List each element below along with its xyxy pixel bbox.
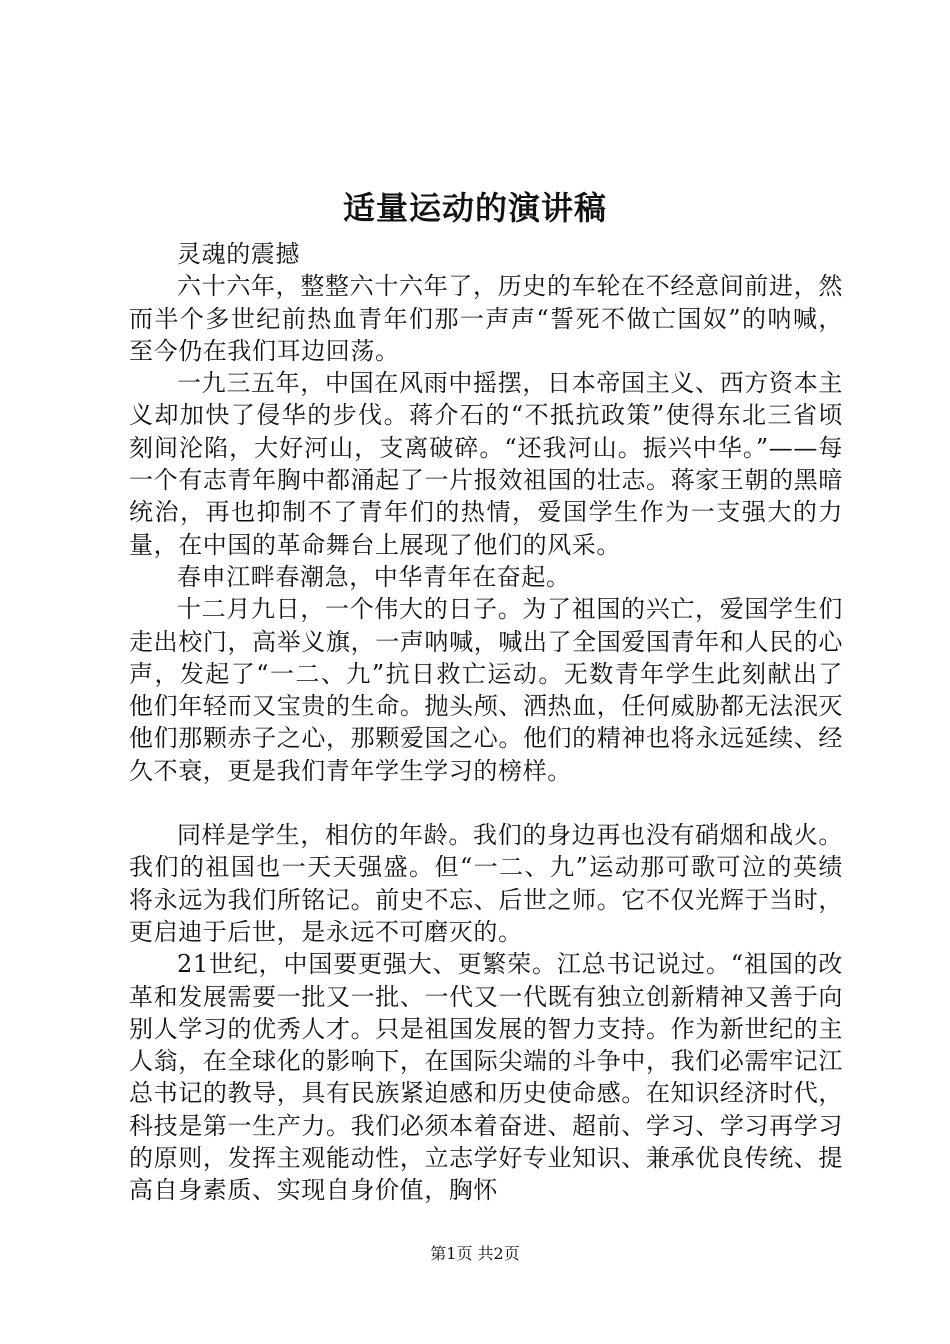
paragraph: 春申江畔春潮急，中华青年在奋起。 <box>177 562 571 591</box>
paragraph-subtitle: 灵魂的震撼 <box>177 240 300 268</box>
paragraph: 同样是学生，相仿的年龄。我们的身边再也没有硝烟和战火。我们的祖国也一天天强盛。但“一二、九”运动那可歌可泣的英绩将永远为我们所铭记。前史不忘、后世之师。它不仅光辉于当时，更启迪于后世，是永远不可磨灭的。 <box>129 821 843 946</box>
document-body <box>129 238 843 1207</box>
paragraph: 六十六年，整整六十六年了，历史的车轮在不经意间前进，然而半个多世纪前热血青年们那一声声“誓死不做亡国奴”的呐喊，至今仍在我们耳边回荡。 <box>129 272 843 365</box>
paragraph: 21世纪，中国要更强大、更繁荣。江总书记说过。“祖国的改革和发展需要一批又一批、一代又一代既有独立创新精神又善于向别人学习的优秀人才。只是祖国发展的智力支持。作为新世纪的主人翁，在全球化的影响下，在国际尖端的斗争中，我们必需牢记江总书记的教导，具有民族紧迫感和历史使命感。在知识经济时代，科技是第一生产力。我们必须本着奋进、超前、学习、学习再学习的原则，发挥主观能动性，立志学好专业知识、兼承优良传统、提高自身素质、实现自身价值，胸怀 <box>129 950 843 1205</box>
paragraph: 十二月九日，一个伟大的日子。为了祖国的兴亡，爱国学生们走出校门，高举义旗，一声呐喊，喊出了全国爱国青年和人民的心声，发起了“一二、九”抗日救亡运动。无数青年学生此刻献出了他们年轻而又宝贵的生命。抛头颅、洒热血，任何威胁都无法泯灭他们那颗赤子之心，那颗爱国之心。他们的精神也将永远延续、经久不衰，更是我们青年学生学习的榜样。 <box>129 595 843 785</box>
paragraph: 一九三五年，中国在风雨中摇摆，日本帝国主义、西方资本主义却加快了侵华的步伐。蒋介石的“不抵抗政策”使得东北三省顷刻间沦陷，大好河山，支离破碎。“还我河山。振兴中华。”——每一个有志青年胸中都涌起了一片报效祖国的壮志。蒋家王朝的黑暗统治，再也抑制不了青年们的热情，爱国学生作为一支强大的力量，在中国的革命舞台上展现了他们的风采。 <box>129 369 843 559</box>
page-number-footer: 第1页 共2页 <box>430 1244 520 1263</box>
document-title: 适量运动的演讲稿 <box>342 189 607 227</box>
